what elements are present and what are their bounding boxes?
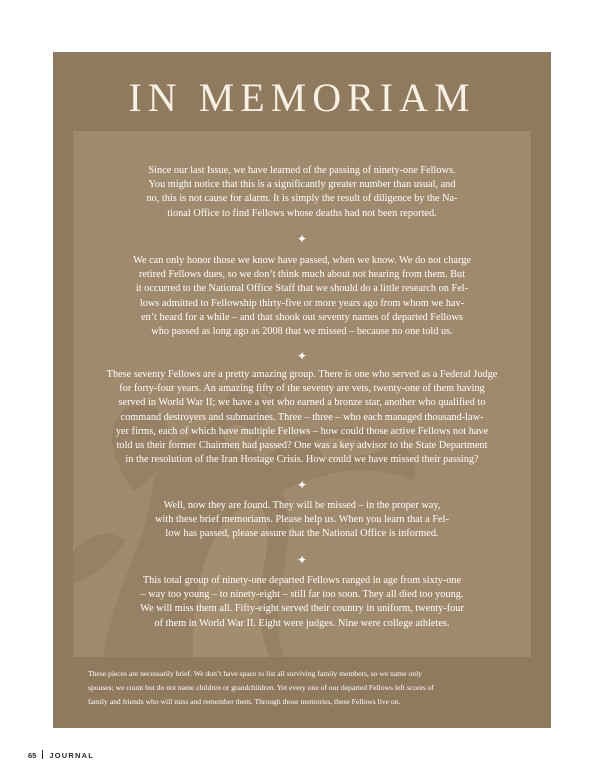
page-number: 65 [28, 751, 37, 760]
memoriam-paragraph-4: Well, now they are found. They will be missed – in the proper way, with these brief memoriams. Please help us. When you learn that a Fel- low has passed, please assure that the National Office is informed. [155, 500, 449, 540]
memoriam-paragraph-2: We can only honor those we know have passed, when we know. We do not charge retired Fellows dues, so we don’t think much about not hearing from them. But it occurred to the National Office Staff that we should do a little research on Fel- lows admitted to Fellowship thirty-five or more years ago from whom we hav- en’t heard for a while – and that shook out seventy names of departed Fellows who passed as long ago as 2008 that we missed – because no one told us. [133, 255, 471, 338]
star-separator-icon: ✦ [296, 349, 308, 363]
publication-name: JOURNAL [49, 751, 94, 760]
memoriam-paragraph-1: Since our last Issue, we have learned of the passing of ninety-one Fellows. You might notice that this is a significantly greater number than usual, and no, this is not cause for alarm. It is simply the result of diligence by the Na- tional Office to find Fellows whose deaths had not been reported. [146, 165, 458, 219]
star-separator-icon: ✦ [296, 478, 308, 492]
memoriam-paragraph-5: This total group of ninety-one departed Fellows ranged in age from sixty-one – way too young – to ninety-eight – still far too soon. They all died too young. We will miss them all. Fifty-eight served their country in uniform, twenty-four of them in World War II. Eight were judges. Nine were college athletes. [140, 575, 464, 629]
folio-divider [42, 750, 43, 759]
memoriam-paragraph-3: These seventy Fellows are a pretty amazing group. There is one who served as a Federal Judge for forty-four years. An amazing fifty of the seventy are vets, twenty-one of them having served in World War II; we have a vet who earned a bronze star, another who qualified to command destroyers and submarines. Three – three – who each managed thousand-law- yer firms, each of which have multiple Fellows – how could those active Fellows not have told us their former Chairmen had passed? One was a key advisor to the State Department in the resolution of the Iran Hostage Crisis. How could we have missed their passing? [106, 369, 498, 466]
footer-note: These pieces are necessarily brief. We don’t have space to list all surviving family members, so we name only spouses; we count but do not name children or grandchildren. Yet every one of our departed Fellows left scores of family and friends who will miss and remember them. Through those memories, these Fellows live on. [88, 669, 435, 706]
memoriam-text-box [73, 131, 531, 657]
page-title: IN MEMORIAM [128, 75, 476, 120]
star-separator-icon: ✦ [296, 232, 308, 246]
star-separator-icon: ✦ [296, 553, 308, 567]
memoriam-panel [53, 52, 551, 728]
page-folio [28, 750, 94, 762]
